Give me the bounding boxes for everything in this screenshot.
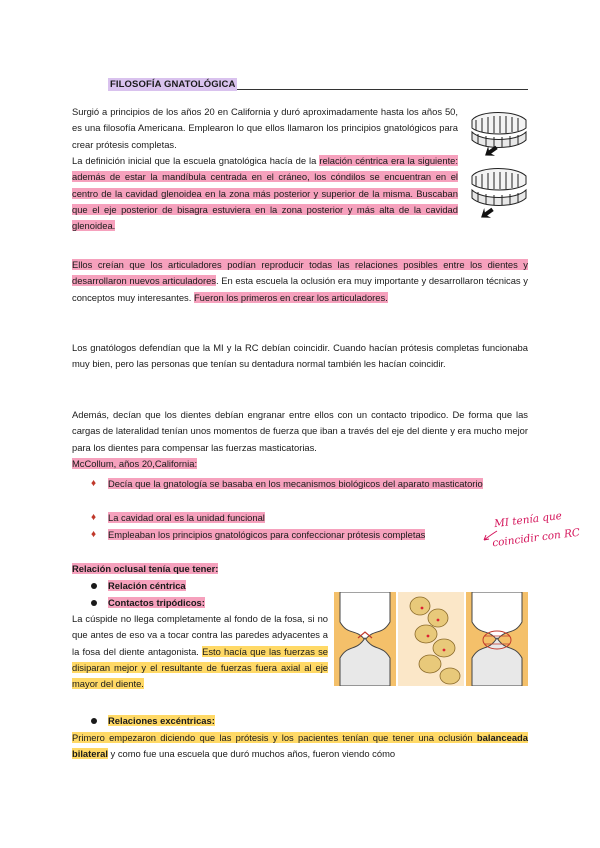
diamond-bullet-icon: ♦ bbox=[91, 512, 97, 523]
handwritten-note-line-2: coincidir con RC bbox=[491, 526, 581, 550]
paragraph-tripodic bbox=[72, 407, 528, 472]
page-title: FILOSOFÍA GNATOLÓGICA bbox=[110, 79, 236, 90]
diamond-bullet-icon: ♦ bbox=[91, 529, 97, 540]
centric-relation-highlight: relación céntrica era la siguiente: además de estar la mandíbula centrada en el cráneo, los cóndilos se encuentran en el centro de la cavidad glenoidea en la zona más posterior y superior de la misma. Buscaban que el eje posterior de bisagra estuviera en la zona posterior y más alta de la cavidad glenoidea. bbox=[72, 155, 458, 232]
bilateral-balanced-highlight: balanceada bilateral bbox=[72, 732, 528, 760]
list-item bbox=[91, 510, 488, 526]
cusp-text: La cúspide no llega completamente al fondo de la fosa, si no que antes de eso va a tocar contra las paredes adyacentes a la fosa del diente antagonista. bbox=[72, 613, 328, 657]
articulators-highlight-1: Ellos creían que los articuladores podían reproducir todas las relaciones posibles entre los dientes y desarrollaron nuevos articuladores bbox=[72, 259, 528, 287]
eccentric-highlight: Primero empezaron diciendo que las prótesis y los pacientes tenían que tener una oclusión bbox=[72, 732, 477, 743]
mccollum-label: McCollum, años 20,California: bbox=[72, 457, 198, 469]
paragraph-articulators bbox=[72, 257, 528, 306]
list-item: Contactos tripódicos: bbox=[108, 595, 205, 611]
definition-intro: La definición inicial que la escuela gnatológica hacía de la bbox=[72, 155, 320, 166]
bullet-text: La cavidad oral es la unidad funcional bbox=[108, 512, 265, 523]
list-item bbox=[91, 527, 488, 543]
paragraph-eccentric bbox=[72, 730, 528, 763]
paragraph-centric-relation bbox=[72, 153, 458, 234]
title-rule bbox=[108, 74, 528, 90]
handwritten-arrow-icon bbox=[482, 528, 498, 542]
bullet-dot-icon bbox=[91, 583, 97, 589]
paragraph-mi-rc bbox=[72, 340, 528, 373]
articulators-highlight-2: Fueron los primeros en crear los articuladores. bbox=[193, 291, 388, 303]
list-item bbox=[91, 476, 528, 492]
bullet-dot-icon bbox=[91, 600, 97, 606]
mi-rc-text: Los gnatólogos defendían que la MI y la RC debían coincidir. Cuando hacían prótesis completas funcionaba muy bien, pero las personas que tenían su dentadura normal también les hacían coincidir. bbox=[72, 342, 528, 370]
section-heading: Relación oclusal tenía que tener: bbox=[72, 563, 219, 574]
paragraph-cusp bbox=[72, 611, 328, 692]
list-item: Relación céntrica bbox=[108, 578, 186, 594]
bullet-dot-icon bbox=[91, 718, 97, 724]
jaw-illustration bbox=[468, 106, 530, 224]
diamond-bullet-icon: ♦ bbox=[91, 478, 97, 489]
cusp-highlight: Esto hacía que las fuerzas se disiparan mejor y el resultante de fuerzas fuera axial al eje mayor del diente. bbox=[72, 645, 328, 690]
paragraph-origin bbox=[72, 104, 458, 153]
eccentric-text: y como fue una escuela que duró muchos años, fueron viendo cómo bbox=[107, 748, 396, 760]
articulators-text: . En esta escuela la oclusión era muy importante y desarrollaron técnicas y conceptos muy interesantes. bbox=[72, 275, 528, 303]
handwritten-note-line-1: MI tenía que bbox=[493, 509, 563, 531]
tripodic-contact-figure bbox=[334, 592, 528, 686]
bullet-text: Decía que la gnatología se basaba en los mecanismos biológicos del aparato masticatorio bbox=[108, 478, 483, 489]
bullet-text: Empleaban los principios gnatológicos para confeccionar prótesis completas bbox=[108, 529, 426, 540]
tripodic-text: Además, decían que los dientes debían engranar entre ellos con un contacto tripodico. De forma que las cargas de lateralidad tenían unos momentos de fuerza que iban a través del eje del diente y era mucho mejor para los dientes para compensar las fuerzas masticatorias. bbox=[72, 409, 528, 453]
origin-text: Surgió a principios de los años 20 en California y duró aproximadamente hasta los años 50, es una filosofía Americana. Emplearon lo que ellos llamaron los principios gnatológicos para crear prótesis completas. bbox=[72, 106, 458, 150]
list-item: Relaciones excéntricas: bbox=[108, 713, 215, 729]
